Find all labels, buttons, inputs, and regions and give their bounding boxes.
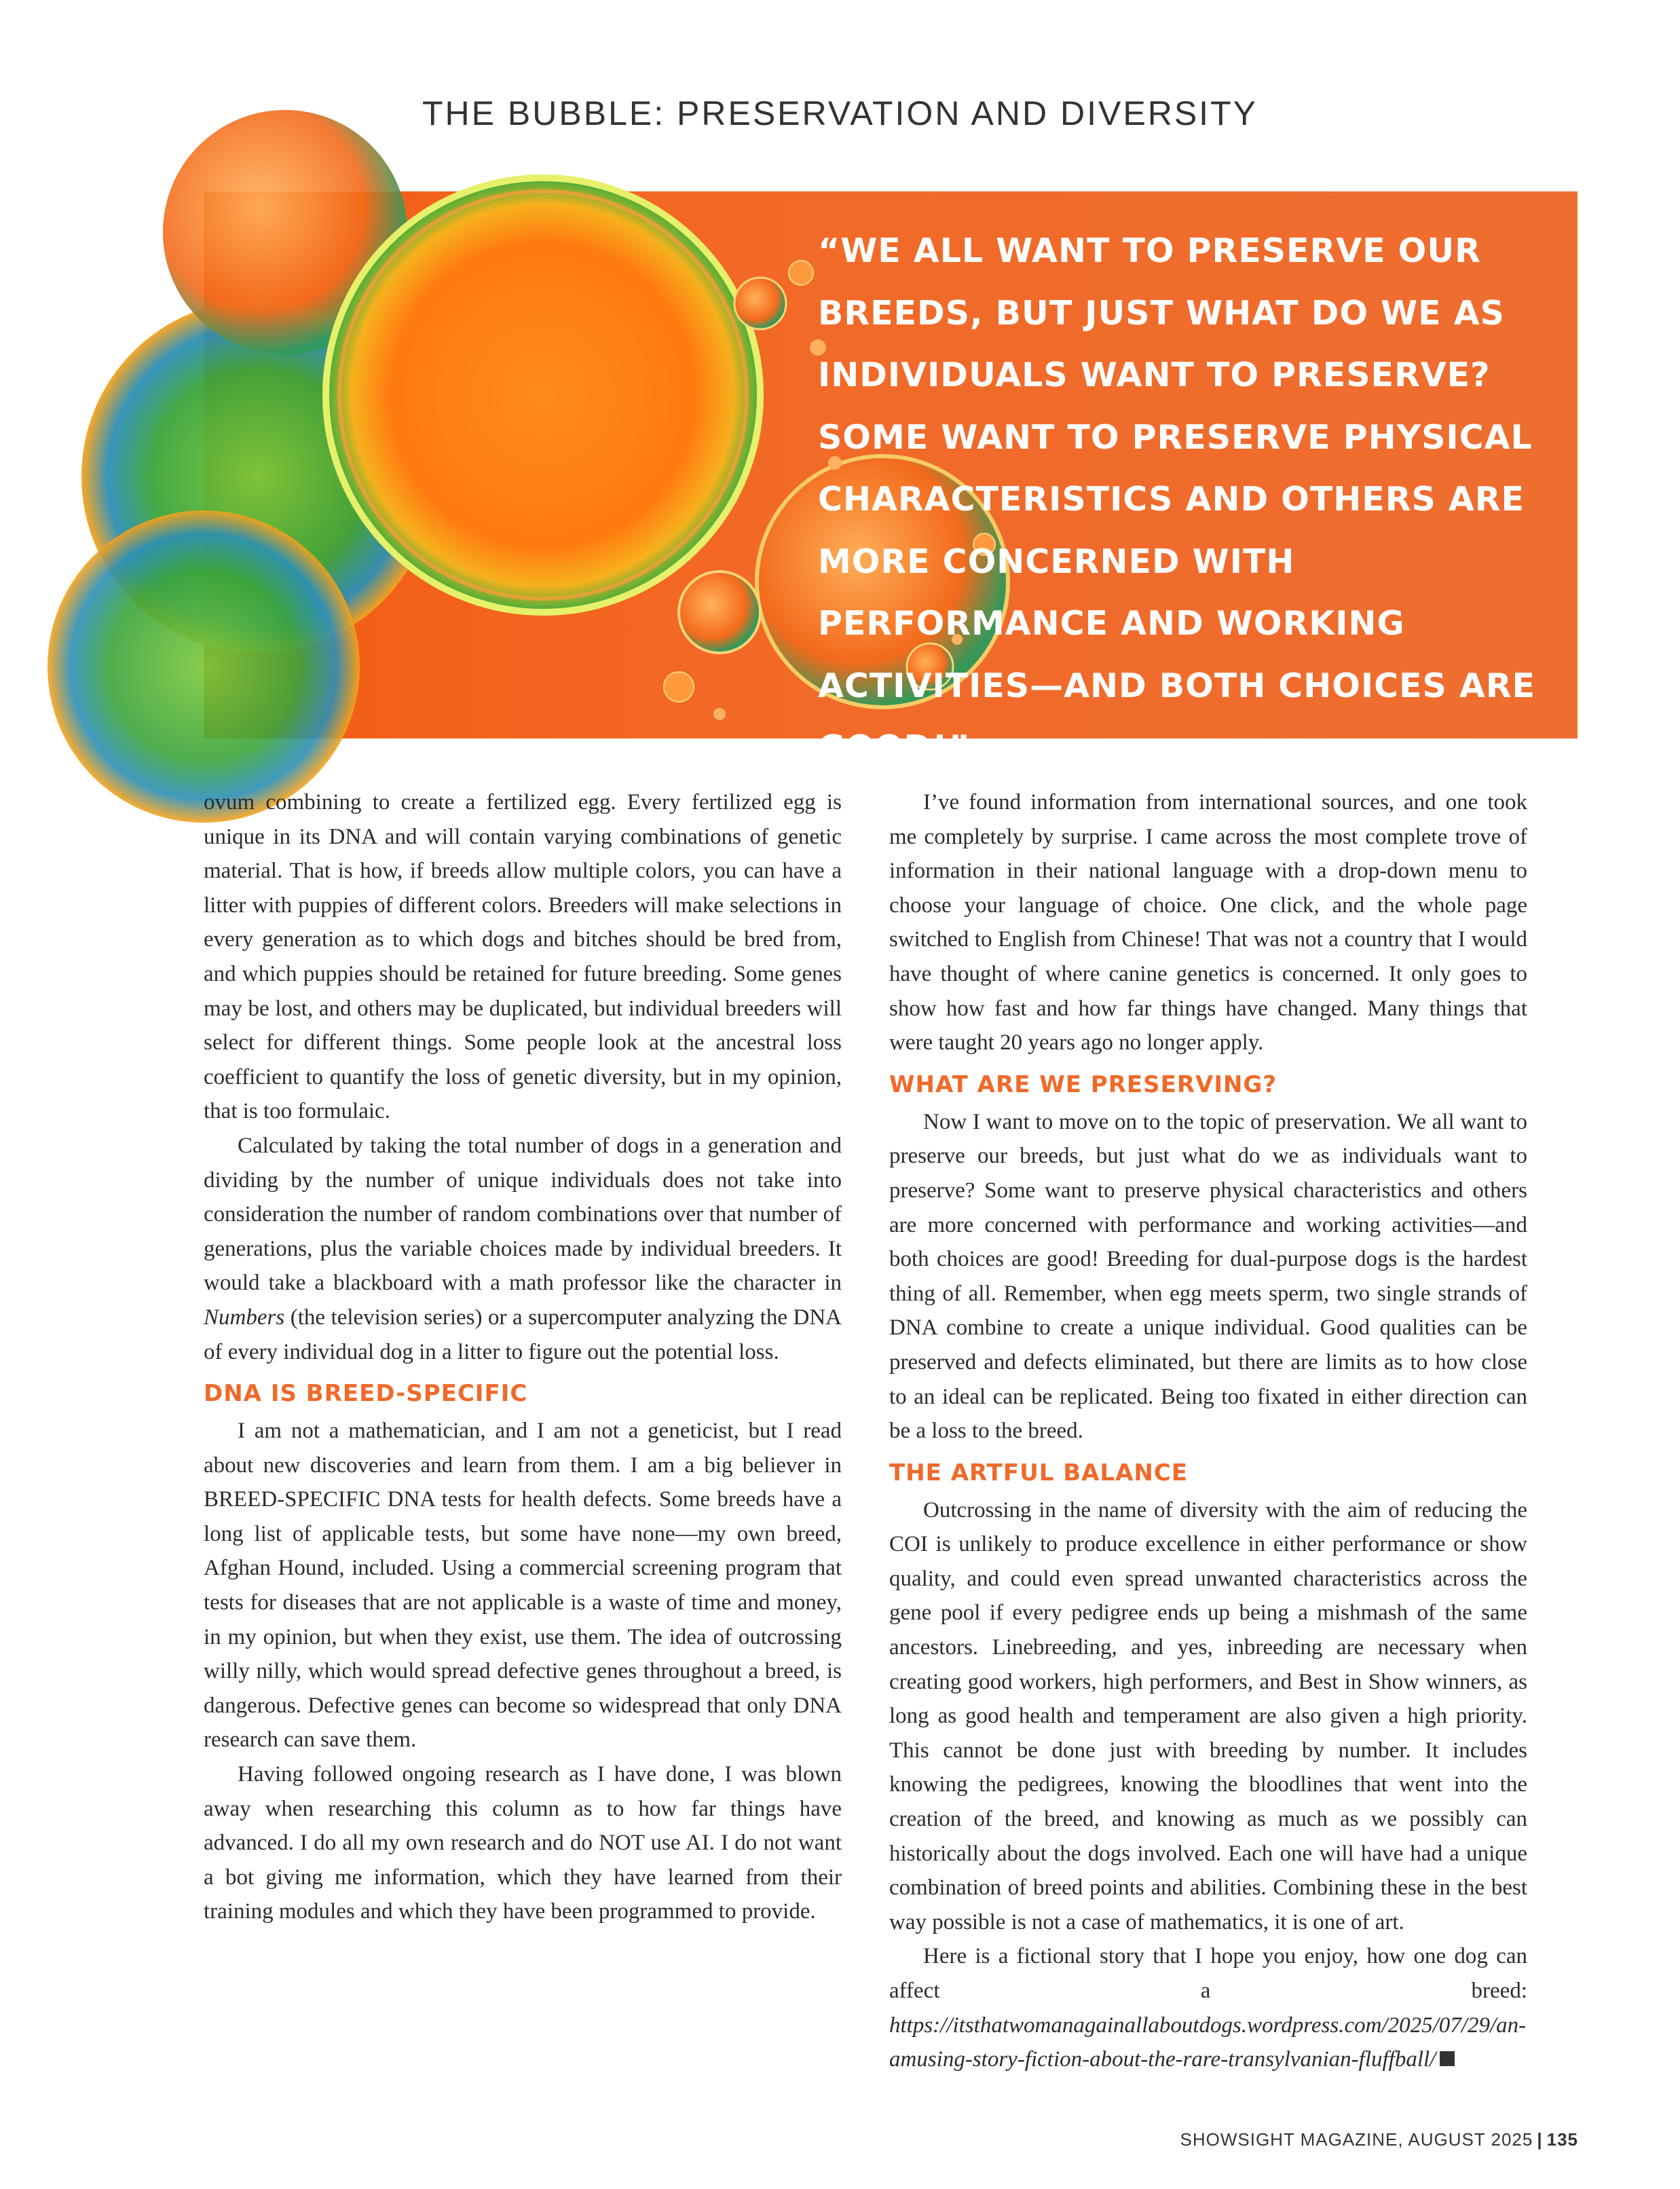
pull-quote-text: “WE ALL WANT TO PRESERVE OUR BREEDS, BUT JUST WHAT DO WE AS INDIVIDUALS WANT TO PRESERVE? SOME WANT TO PRESERVE PHYSICAL CHARACTERISTICS AND OTHERS ARE MORE CONCERNED WITH PERFORMANCE AND WORKING ACTIVITIES—AND BOTH CHOICES ARE GOOD!” [818, 231, 1536, 767]
right-column [889, 785, 1527, 2077]
paragraph: I am not a mathematician, and I am not a geneticist, but I read about new discoveries and learn from them. I am a big believer in BREED-SPECIFIC DNA tests for health defects. Some breeds have a long list of applicable tests, but some have none—my own breed, Afghan Hound, included. Using a commercial screening program that tests for diseases that are not applicable is a waste of time and money, in my opinion, but when they exist, use them. The idea of outcrossing willy nilly, which would spread defective genes throughout a breed, is dangerous. Defective genes can become so widespread that only DNA research can save them. [204, 1419, 842, 1753]
section-heading: WHAT ARE WE PRESERVING? [889, 1070, 1277, 1098]
section-heading: THE ARTFUL BALANCE [889, 1459, 1189, 1486]
paragraph: I’ve found information from international sources, and one took me completely by surprise. I came across the most complete trove of information in their national language with a drop-down menu to choose your language of choice. One click, and the whole page switched to English from Chinese! That was not a country that I would have thought of where canine genetics is concerned. It only goes to show how fast and how far things have changed. Many things that were taught 20 years ago no longer apply. [889, 790, 1527, 1055]
end-mark-icon [1440, 2051, 1455, 2066]
story-link[interactable]: https://itsthatwomanagainallaboutdogs.wordpress.com/2025/07/29/an-amusing-story-fiction-about-the-rare-transylvanian-fluffball/ [889, 2013, 1527, 2072]
pull-quote-banner [204, 191, 1578, 767]
page-footer [1180, 2129, 1579, 2150]
paragraph: Now I want to move on to the topic of preservation. We all want to preserve our breeds, but just what do we as individuals want to preserve? Some want to preserve physical characteristics and others are more concerned with performance and working activities—and both choices are good! Breeding for dual-purpose dogs is the hardest thing of all. Remember, when egg meets sperm, two single strands of DNA combine to create a unique individual. Good qualities can be preserved and defects eliminated, but there are limits as to how close to an ideal can be replicated. Being too fixated in either direction can be a loss to the breed. [889, 1109, 1527, 1444]
italic-title: Numbers [204, 1305, 285, 1330]
paragraph: ovum combining to create a fertilized egg. Every fertilized egg is unique in its DNA and will contain varying combinations of genetic material. That is how, if breeds allow multiple colors, you can have a litter with puppies of different colors. Breeders will make selections in every generation as to which dogs and bitches should be bred from, and which puppies should be retained for future breeding. Some genes may be lost, and others may be duplicated, but individual breeders will select for different things. Some people look at the ancestral loss coefficient to quantify the loss of genetic diversity, but in my opinion, that is too formulaic. [204, 790, 842, 1124]
paragraph [889, 1939, 1527, 2076]
paragraph: Having followed ongoing research as I have done, I was blown away when researching this column as to how far things have advanced. I do all my own research and do NOT use AI. I do not want a bot giving me information, which they have learned from their training modules and which they have been programmed to provide. [204, 1762, 842, 1924]
text-run: Calculated by taking the total number of dogs in a generation and dividing by the number of unique individuals does not take into consideration the number of random combinations over that number of generations, plus the variable choices made by individual breeders. It would take a blackboard with a math professor like the character in [204, 1133, 842, 1296]
page-number: 135 [1546, 2129, 1578, 2150]
running-header: THE BUBBLE: PRESERVATION AND DIVERSITY [422, 94, 1258, 132]
footer-separator: | [1537, 2129, 1543, 2150]
section-heading: DNA IS BREED-SPECIFIC [204, 1380, 528, 1408]
left-column [204, 785, 842, 1929]
magazine-issue: SHOWSIGHT MAGAZINE, AUGUST 2025 [1180, 2129, 1533, 2150]
text-run: Here is a fictional story that I hope you enjoy, how one dog can affect a breed: [889, 1944, 1527, 2003]
paragraph [204, 1129, 842, 1369]
paragraph: Outcrossing in the name of diversity with the aim of reducing the COI is unlikely to produce excellence in either performance or show quality, and could even spread unwanted characteristics across the gene pool if every pedigree ends up being a mishmash of the same ancestors. Linebreeding, and yes, inbreeding are necessary when creating good workers, high performers, and Best in Show winners, as long as good health and temperament are also given a high priority. This cannot be done just with breeding by number. It includes knowing the pedigrees, knowing the bloodlines that went into the creation of the breed, and knowing as much as we possibly can historically about the dogs involved. Each one will have had a unique combination of breed points and abilities. Combining these in the best way possible is not a case of mathematics, it is one of art. [889, 1497, 1527, 1934]
text-run: (the television series) or a supercomputer analyzing the DNA of every individual dog in a litter to figure out the potential loss. [204, 1305, 842, 1364]
